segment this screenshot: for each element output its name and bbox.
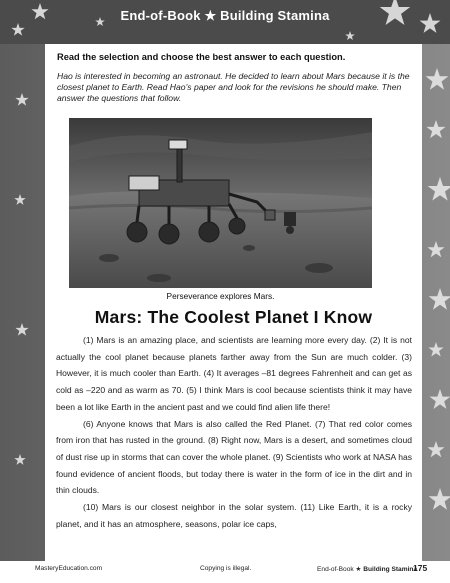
footer-section: [317, 565, 417, 573]
article-body: [56, 332, 412, 532]
paragraph-3: (10) Mars is our closest neighbor in the solar system. (11) Like Earth, it is a rocky planet, and it has an atmosphere, seasons, polar ice caps,: [56, 502, 412, 529]
paragraph-1: (1) Mars is an amazing place, and scientists are learning more every day. (2) It is not actually the cool planet because planets farther away from the Sun are much colder. (3) However, it is much cooler than Earth. (4) It averages –81 degrees Fahrenheit and can get as cold as –220 and as warm as 70. (5) I think Mars is cool because scientists think it may have been a lot like Earth in the ancient past and we could find alien life there!: [56, 335, 412, 412]
worksheet-page: [45, 44, 422, 572]
article-title: Mars: The Coolest Planet I Know: [94, 307, 373, 327]
page-header-title: End-of-Book ★ Building Stamina: [120, 8, 330, 23]
instruction-text: Read the selection and choose the best answer to each question.: [57, 52, 346, 62]
footer-section-b: Building Stamina: [363, 566, 418, 573]
page-footer: [0, 561, 450, 583]
page-header: [0, 0, 450, 50]
rover-photo: [69, 118, 372, 288]
rover-illustration: [69, 118, 372, 288]
page-number: 175: [413, 563, 428, 573]
footer-site: MasteryEducation.com: [35, 565, 103, 572]
footer-section-a: End-of-Book: [317, 566, 354, 573]
star-icon: ★: [355, 566, 362, 573]
paragraph-2: (6) Anyone knows that Mars is also called the Red Planet. (7) That red color comes from iron that has rusted in the ground. (8) Right now, Mars is a desert, and sometimes cloud of dust rise up in storms that can cover the whole planet. (9) Scientists who work at NASA has found evidence of ancient floods, but today there is water in the form of ice in the dirt and in thin clouds.: [56, 418, 412, 496]
photo-caption: Perseverance explores Mars.: [166, 291, 275, 301]
footer-copyright: Copying is illegal.: [200, 565, 252, 572]
intro-text: Hao is interested in becoming an astronaut. He decided to learn about Mars because it is the closest planet to Earth. Read Hao’s paper and look for the revisions he should make. Then answer the questions that follow.: [57, 71, 410, 103]
